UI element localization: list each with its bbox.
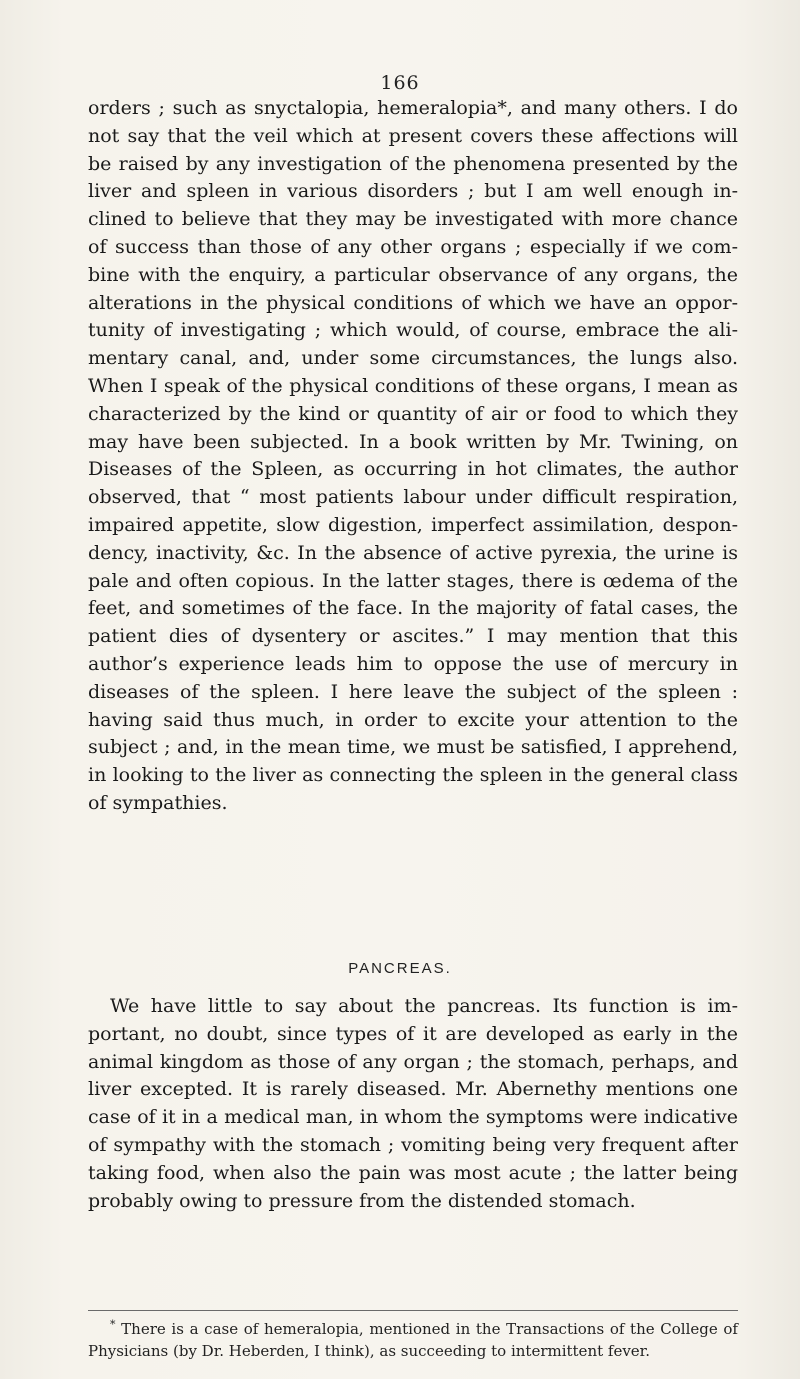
- footnote: [88, 1318, 738, 1362]
- footnote-text: There is a case of hemeralopia, mentioned in the Transactions of the College of Physicians (by Dr. Heberden, I think), as succeeding to intermittent fever.: [88, 1320, 738, 1360]
- footnote-divider: [88, 1310, 738, 1311]
- section-heading-pancreas: PANCREAS.: [348, 960, 452, 977]
- body-paragraph-spleen: orders ; such as snyctalopia, hemeralopia*, and many others. I do not say that the veil which at present covers these affections will be raised by any investigation of the phenomena presented by the liver and spleen in various disorders ; but I am well enough inclined to believe that they may be investigated with more chance of success than those of any other organs ; especially if we combine with the enquiry, a particular observance of any organs, the alterations in the physical conditions of which we have an opportunity of investigating ; which would, of course, embrace the alimentary canal, and, under some circumstances, the lungs also. When I speak of the physical conditions of these organs, I mean as characterized by the kind or quantity of air or food to which they may have been subjected. In a book written by Mr. Twining, on Diseases of the Spleen, as occurring in hot climates, the author observed, that “ most patients labour under difficult respiration, impaired appetite, slow digestion, imperfect assimilation, despondency, inactivity, &c. In the absence of active pyrexia, the urine is pale and often copious. In the latter stages, there is œdema of the feet, and sometimes of the face. In the majority of fatal cases, the patient dies of dysentery or ascites.” I may mention that this author’s experience leads him to oppose the use of mercury in diseases of the spleen. I here leave the subject of the spleen : having said thus much, in order to excite your attention to the subject ; and, in the mean time, we must be satisfied, I apprehend, in looking to the liver as connecting the spleen in the general class of sympathies.: [88, 97, 738, 814]
- footnote-marker: *: [110, 1318, 116, 1331]
- body-paragraph-pancreas: We have little to say about the pancreas. Its function is important, no doubt, since types of it are developed as early in the animal kingdom as those of any organ ; the stomach, perhaps, and liver excepted. It is rarely diseased. Mr. Abernethy mentions one case of it in a medical man, in whom the symptoms were indicative of sympathy with the stomach ; vomiting being very frequent after taking food, when also the pain was most acute ; the latter being probably owing to pressure from the distended stomach.: [88, 995, 738, 1212]
- page-number: 166: [380, 72, 420, 94]
